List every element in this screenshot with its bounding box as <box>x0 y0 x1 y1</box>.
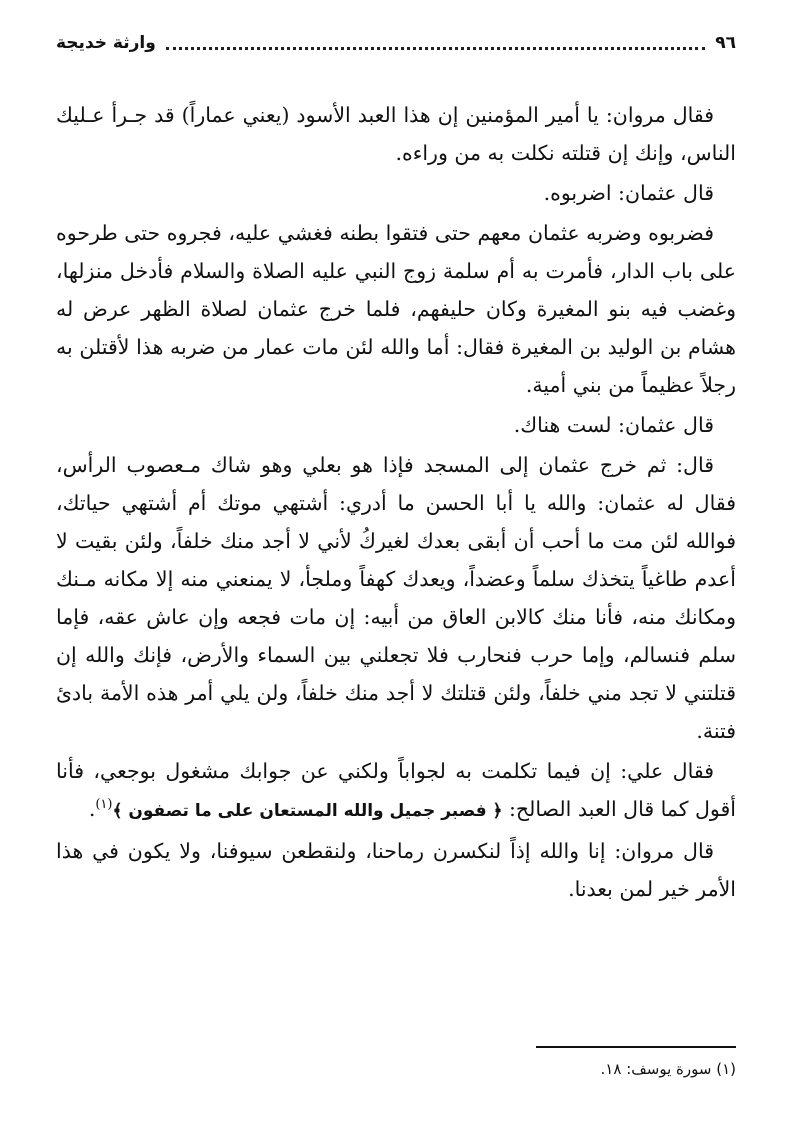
footnote-reference: (١) <box>95 797 113 813</box>
paragraph-ali-reply <box>56 752 736 830</box>
paragraph-uthman-to-ali: قال: ثم خرج عثمان إلى المسجد فإذا هو بعلي وهو شاك مـعصوب الرأس، فقال له عثمان: والله يا أبا الحسن ما أدري: أشتهي موتك أم أشتهي حياتك، فوالله لئن مت ما أحب أن أبقى بعدك لغيركُ لأني لا أجد منك خلفاً، ولئن بقيت لا أعدم طاغياً يتخذك سلماً وعضداً، ويعدك كهفاً وملجأ، لا يمنعني منه إلا مكانه مـنك ومكانك منه، فأنا منك كالابن العاق من أبيه: إن مات فجعه وإن عاش عقه، فإما سلم فنسالم، وإما حرب فنحارب فلا تجعلني بين السماء والأرض، فإنك والله إن قتلتني لا تجد مني خلفاً، ولئن قتلتك لا أجد منك خلفاً، ولن يلي أمر هذه الأمة بادئ فتنة. <box>56 453 736 743</box>
footnote: (١) سورة يوسف: ١٨. <box>600 1060 736 1078</box>
ali-reply-text: فقال علي: إن فيما تكلمت به لجواباً ولكني عن جوابك مشغول بوجعي، فأنا أقول كما قال العبد الصالح: <box>56 759 736 821</box>
page-header <box>56 26 736 60</box>
quran-verse: ﴿ فصبر جميل والله المستعان على ما تصفون ﴾ <box>112 801 503 821</box>
main-text <box>56 96 736 908</box>
paragraph-marwan-final: قال مروان: إنا والله إذاً لنكسرن رماحنا، ولنقطعن سيوفنا، ولا يكون في هذا الأمر خير لمن بعدنا. <box>56 839 736 901</box>
paragraph-marwan-speech: فقال مروان: يا أمير المؤمنين إن هذا العبد الأسود (يعني عماراً) قد جـرأ عـليك الناس، وإنك إن قتلته نكلت به من وراءه. <box>56 103 736 165</box>
header-dot-leader <box>166 37 705 50</box>
paragraph-beating-narrative: فضربوه وضربه عثمان معهم حتى فتقوا بطنه فغشي عليه، فجروه حتى طرحوه على باب الدار، فأمرت به أم سلمة زوج النبي عليه الصلاة والسلام فأدخل منزلها، وغضب فيه بنو المغيرة وكان حليفهم، فلما خرج عثمان لصلاة الظهر عرض له هشام بن الوليد بن المغيرة فقال: أما والله لئن مات عمار من ضربه هذا لأقتلن به رجلاً عظيماً من بني أمية. <box>56 221 736 397</box>
paragraph-uthman-reply: قال عثمان: لست هناك. <box>513 413 714 437</box>
book-title: وارثة خديجة <box>56 33 156 53</box>
footnote-separator <box>536 1046 736 1048</box>
ali-reply-end: . <box>88 797 96 821</box>
page-number: ٩٦ <box>715 33 736 53</box>
paragraph-uthman-order: قال عثمان: اضربوه. <box>543 181 714 205</box>
